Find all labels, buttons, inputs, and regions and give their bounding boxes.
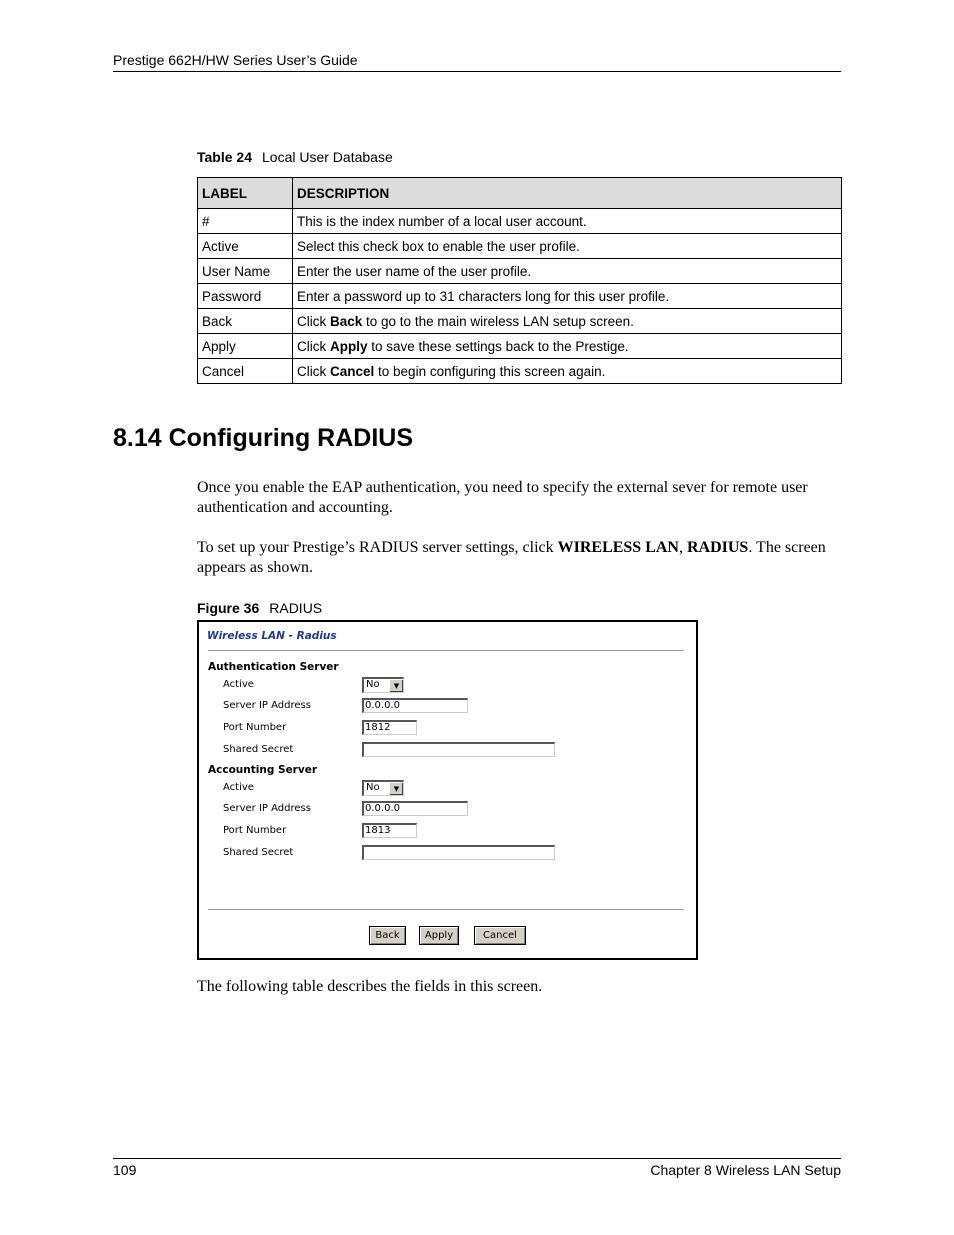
desc-bold: Cancel <box>330 363 375 379</box>
desc-text: Enter a password up to 31 characters long for this user profile. <box>297 288 670 304</box>
table-row <box>198 334 842 359</box>
desc-text: Select this check box to enable the user profile. <box>297 238 580 254</box>
auth-secret-input[interactable] <box>362 742 555 757</box>
table-header-row <box>198 178 842 209</box>
column-header-label: LABEL <box>198 178 293 209</box>
desc-text: This is the index number of a local user account. <box>297 213 587 229</box>
desc-text: to save these settings back to the Prestige. <box>367 338 629 354</box>
row-label: Apply <box>198 334 293 359</box>
desc-bold: Back <box>330 313 363 329</box>
row-description <box>293 234 842 259</box>
row-label: Active <box>198 234 293 259</box>
auth-secret-label: Shared Secret <box>223 744 294 755</box>
header-rule <box>113 71 841 72</box>
page-number: 109 <box>113 1162 137 1178</box>
acct-ip-input[interactable]: 0.0.0.0 <box>362 801 468 816</box>
back-button[interactable]: Back <box>369 926 406 945</box>
row-description <box>293 209 842 234</box>
auth-server-heading: Authentication Server <box>208 661 339 673</box>
row-label: Back <box>198 309 293 334</box>
header-title: Prestige 662H/HW Series User’s Guide <box>113 52 358 68</box>
auth-active-label: Active <box>223 679 254 690</box>
acct-ip-label: Server IP Address <box>223 803 311 814</box>
cancel-button[interactable]: Cancel <box>474 926 526 945</box>
auth-active-select[interactable] <box>362 677 404 693</box>
table-row <box>198 284 842 309</box>
table-caption-number: Table 24 <box>197 149 252 165</box>
screen-title-rule <box>208 650 684 652</box>
figure-caption-number: Figure 36 <box>197 600 260 616</box>
menu-wireless-lan: WIRELESS LAN <box>557 539 679 556</box>
desc-text: Click <box>297 338 330 354</box>
acct-active-value: No <box>366 782 380 793</box>
row-label: Password <box>198 284 293 309</box>
acct-server-heading: Accounting Server <box>208 764 318 776</box>
acct-port-label: Port Number <box>223 825 287 836</box>
column-header-description: DESCRIPTION <box>293 178 842 209</box>
row-description <box>293 334 842 359</box>
intro-paragraph: Once you enable the EAP authentication, you need to specify the external sever for remote user authentication and accounting. <box>197 479 808 516</box>
acct-port-input[interactable]: 1813 <box>362 823 417 838</box>
instruction-separator: , <box>678 539 687 556</box>
instruction-text: To set up your Prestige’s RADIUS server settings, click <box>197 539 558 556</box>
row-description <box>293 309 842 334</box>
auth-port-label: Port Number <box>223 722 287 733</box>
row-description <box>293 259 842 284</box>
table-row <box>198 309 842 334</box>
section-title: 8.14 Configuring RADIUS <box>113 424 414 452</box>
screen-title: Wireless LAN - Radius <box>207 630 337 642</box>
auth-ip-input[interactable]: 0.0.0.0 <box>362 698 468 713</box>
table-row <box>198 209 842 234</box>
table-caption-text: Local User Database <box>262 149 393 165</box>
radius-screen <box>197 620 698 960</box>
local-user-database-table <box>197 177 842 384</box>
desc-text: to go to the main wireless LAN setup screen. <box>362 313 634 329</box>
dropdown-arrow-icon[interactable]: ▼ <box>389 679 403 692</box>
figure-caption <box>197 600 322 616</box>
row-label: # <box>198 209 293 234</box>
desc-text: to begin configuring this screen again. <box>374 363 606 379</box>
table-row <box>198 259 842 284</box>
dropdown-arrow-icon[interactable]: ▼ <box>389 782 403 795</box>
desc-text: Click <box>297 313 330 329</box>
desc-text: Enter the user name of the user profile. <box>297 263 532 279</box>
auth-ip-label: Server IP Address <box>223 700 311 711</box>
acct-secret-label: Shared Secret <box>223 847 294 858</box>
instruction-text: . The screen appears as shown. <box>197 539 826 576</box>
footer-rule <box>113 1158 841 1159</box>
figure-caption-text: RADIUS <box>269 600 323 616</box>
table-row <box>198 359 842 384</box>
desc-bold: Apply <box>330 338 368 354</box>
desc-text: Click <box>297 363 330 379</box>
button-bar-rule <box>208 909 684 911</box>
row-label: User Name <box>198 259 293 284</box>
menu-radius: RADIUS <box>686 539 749 556</box>
acct-secret-input[interactable] <box>362 845 555 860</box>
row-label: Cancel <box>198 359 293 384</box>
auth-active-value: No <box>366 679 380 690</box>
row-description <box>293 284 842 309</box>
instruction-paragraph <box>197 538 837 578</box>
apply-button[interactable]: Apply <box>419 926 459 945</box>
auth-port-input[interactable]: 1812 <box>362 720 417 735</box>
closing-paragraph: The following table describes the fields in this screen. <box>197 978 543 995</box>
table-caption <box>197 149 393 165</box>
acct-active-label: Active <box>223 782 254 793</box>
row-description <box>293 359 842 384</box>
footer-chapter: Chapter 8 Wireless LAN Setup <box>650 1162 841 1178</box>
acct-active-select[interactable] <box>362 780 404 796</box>
table-row <box>198 234 842 259</box>
